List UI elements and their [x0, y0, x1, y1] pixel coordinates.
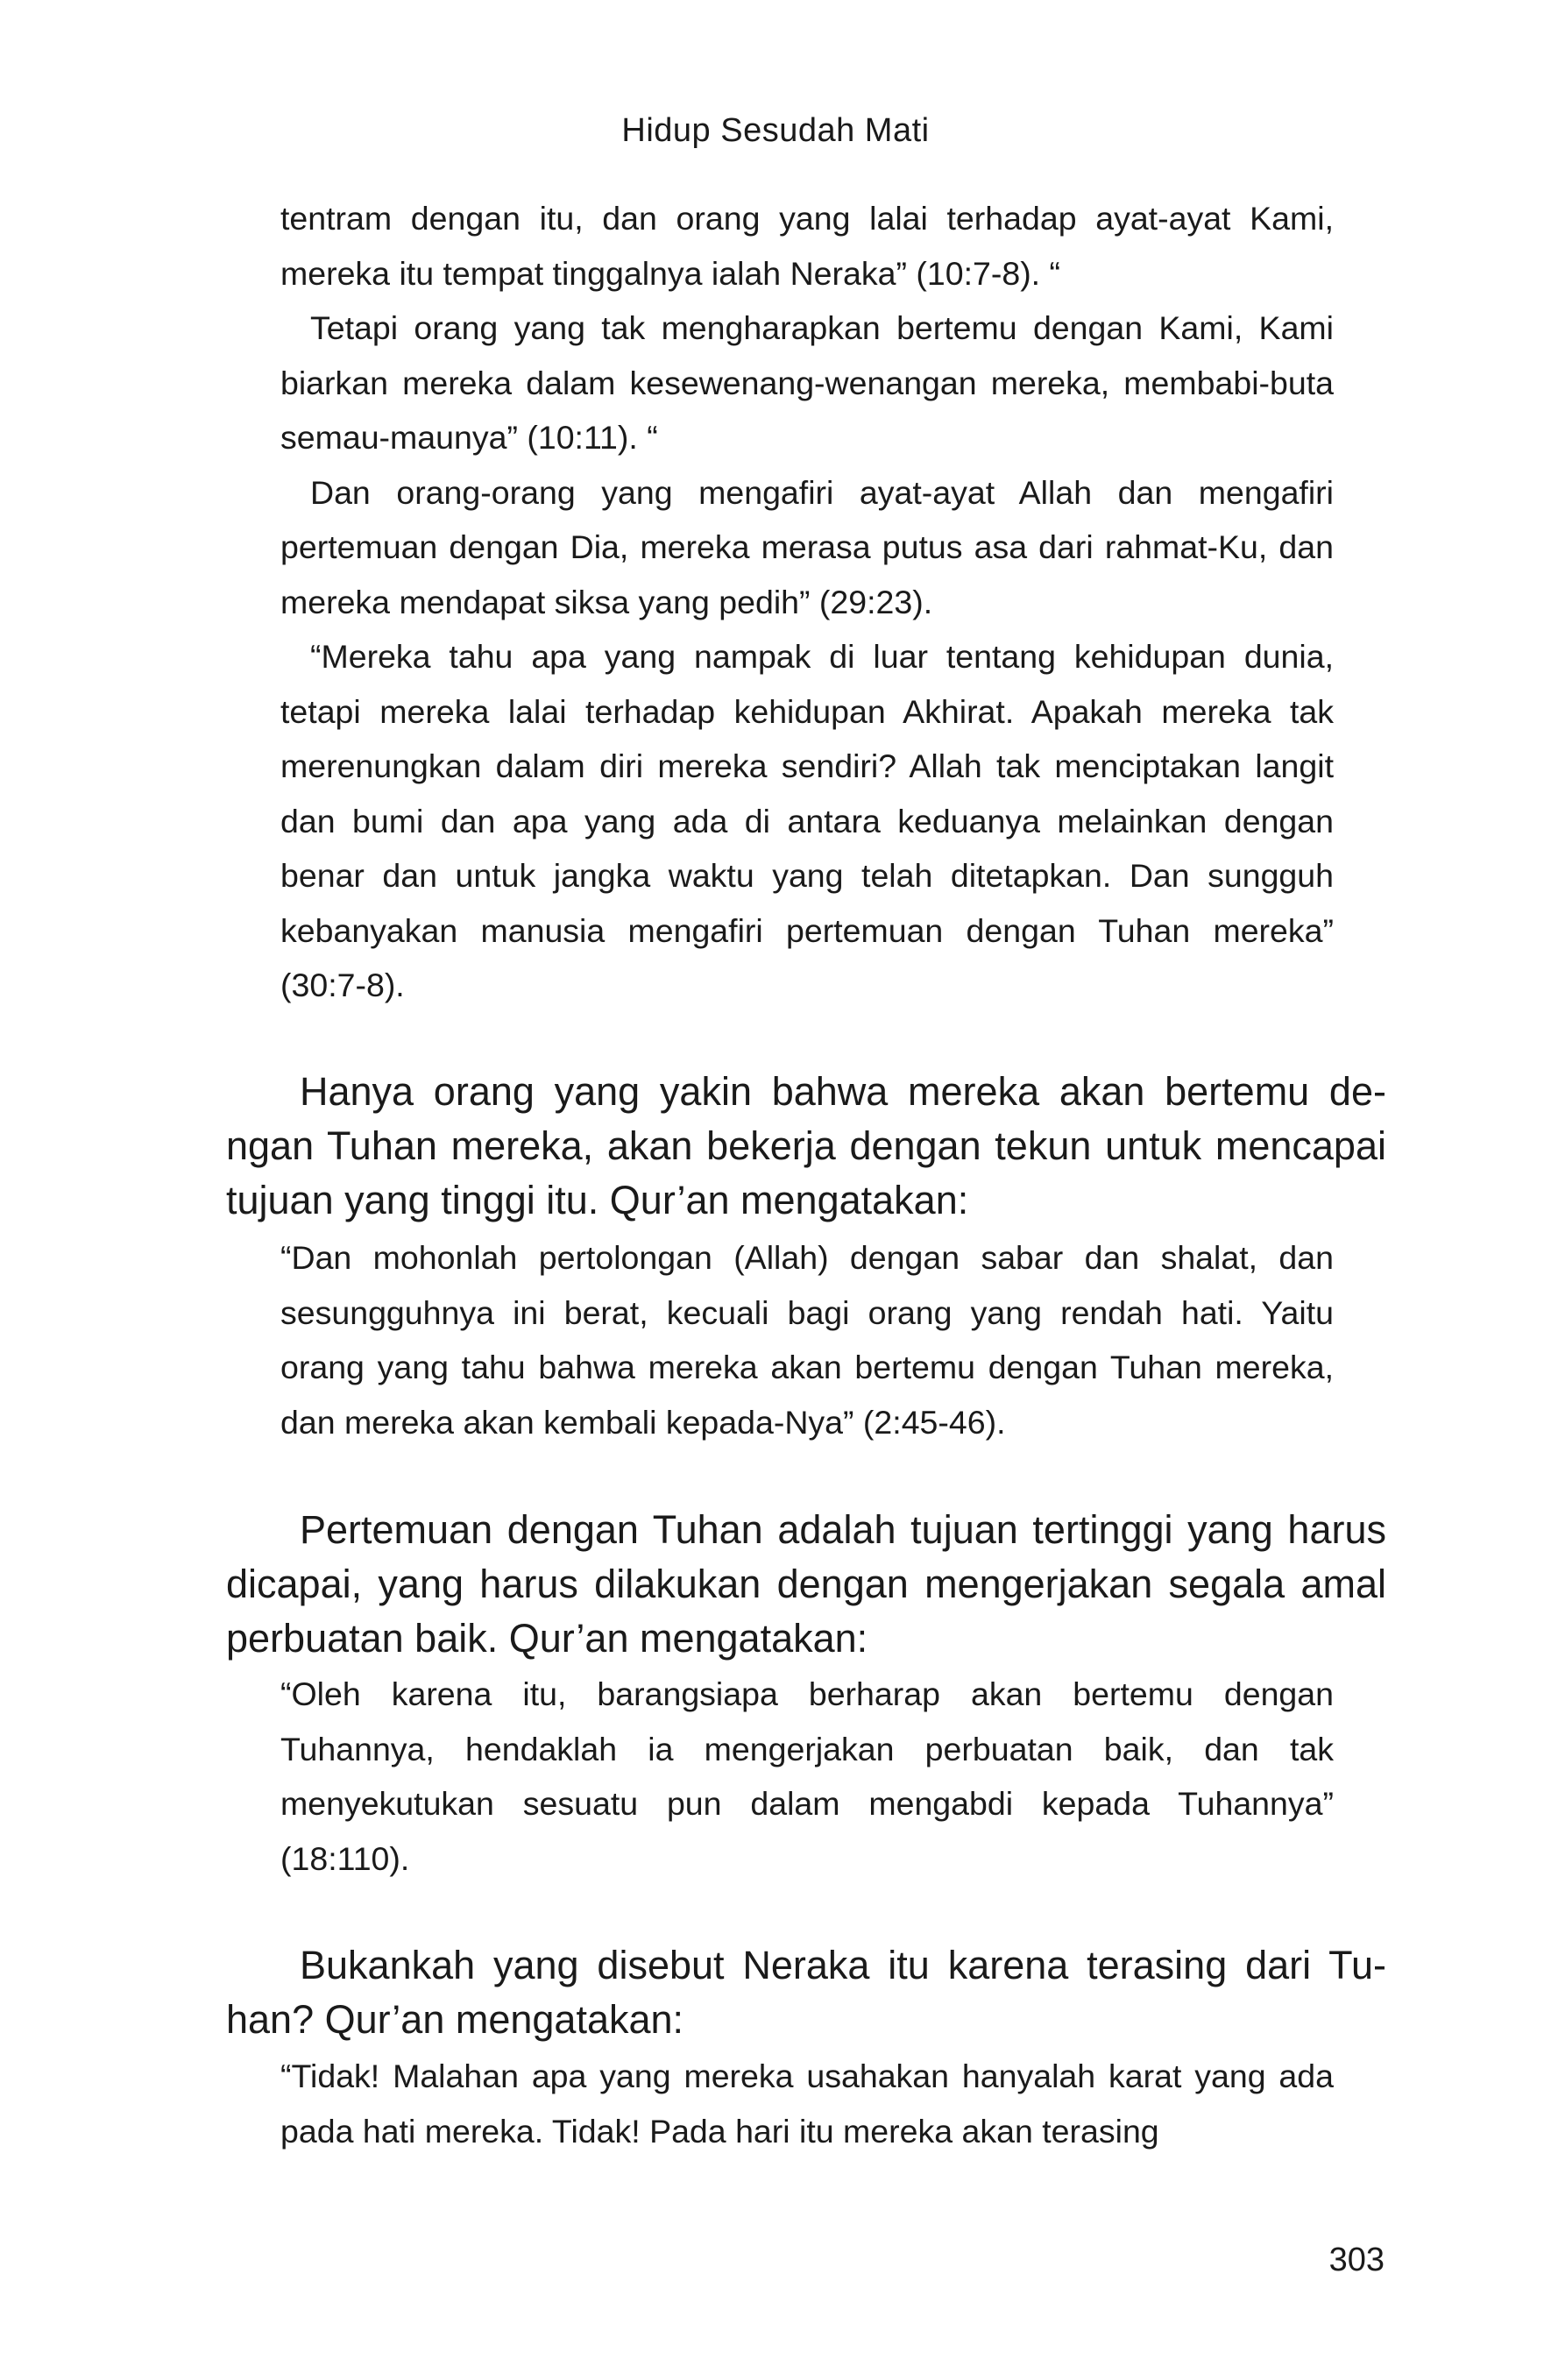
quote-block-4 — [280, 2049, 1334, 2158]
page-number: 303 — [1328, 2242, 1385, 2278]
quote-paragraph: tentram dengan itu, dan orang yang lalai terhadap ayat-ayat Kami, mereka itu tempat tinggalnya ialah Neraka” (10:7-8). “ — [280, 200, 1334, 292]
body-text: Pertemuan dengan Tuhan adalah tujuan tertinggi yang harus dicapai, yang harus dilakukan dengan mengerjakan segala amal perbuatan baik. Qur’an mengatakan: — [226, 1507, 1386, 1661]
body-text: Hanya orang yang yakin bahwa mereka akan bertemu dengan Tuhan mereka, akan bekerja dengan tekun untuk mencapai tujuan yang tinggi itu. Qur’an mengatakan: — [226, 1069, 1386, 1222]
body-paragraph-3 — [226, 1938, 1386, 2047]
body-paragraph-2 — [226, 1503, 1386, 1666]
quote-paragraph: “Dan mohonlah pertolongan (Allah) dengan sabar dan shalat, dan sesungguhnya ini berat, kecuali bagi orang yang rendah hati. Yaitu orang yang tahu bahwa mereka akan bertemu dengan Tuhan mereka, dan mereka akan kembali kepada-Nya” (2:45-46). — [280, 1239, 1334, 1441]
quote-block-3 — [280, 1667, 1334, 1886]
quote-paragraph: “Oleh karena itu, barangsiapa berharap akan bertemu dengan Tuhannya, hendaklah ia mengerjakan perbuatan baik, dan tak menyekutukan sesuatu pun dalam mengabdi kepada Tuhannya” (18:110). — [280, 1675, 1334, 1877]
quote-block-1 — [280, 191, 1334, 1013]
quote-paragraph: Tetapi orang yang tak mengharapkan bertemu dengan Kami, Kami biarkan mereka dalam kesewenang-wenangan mereka, membabi-buta semau-maunya” (10:11). “ — [280, 309, 1334, 456]
body-text: Bukankah yang disebut Neraka itu karena terasing dari Tuhan? Qur’an mengatakan: — [226, 1943, 1386, 2042]
body-paragraph-1 — [226, 1065, 1386, 1228]
quote-paragraph: Dan orang-orang yang mengafiri ayat-ayat Allah dan mengafiri pertemuan dengan Dia, mereka merasa putus asa dari rahmat-Ku, dan mereka mendapat siksa yang pedih” (29:23). — [280, 473, 1334, 620]
quote-paragraph: “Tidak! Malahan apa yang mereka usahakan hanyalah karat yang ada pada hati mereka. Tidak! Pada hari itu mereka akan terasing — [280, 2058, 1334, 2150]
quote-paragraph: “Mereka tahu apa yang nampak di luar tentang kehidupan dunia, tetapi mereka lalai terhadap kehidupan Akhirat. Apakah mereka tak merenungkan dalam diri mereka sendiri? Allah tak menciptakan langit dan bumi dan apa yang ada di antara keduanya melainkan dengan benar dan untuk jangka waktu yang telah ditetapkan. Dan sungguh kebanyakan manusia mengafiri pertemuan dengan Tuhan mereka” (30:7-8). — [280, 638, 1334, 1003]
quote-block-2 — [280, 1230, 1334, 1449]
running-head: Hidup Sesudah Mati — [621, 112, 930, 149]
